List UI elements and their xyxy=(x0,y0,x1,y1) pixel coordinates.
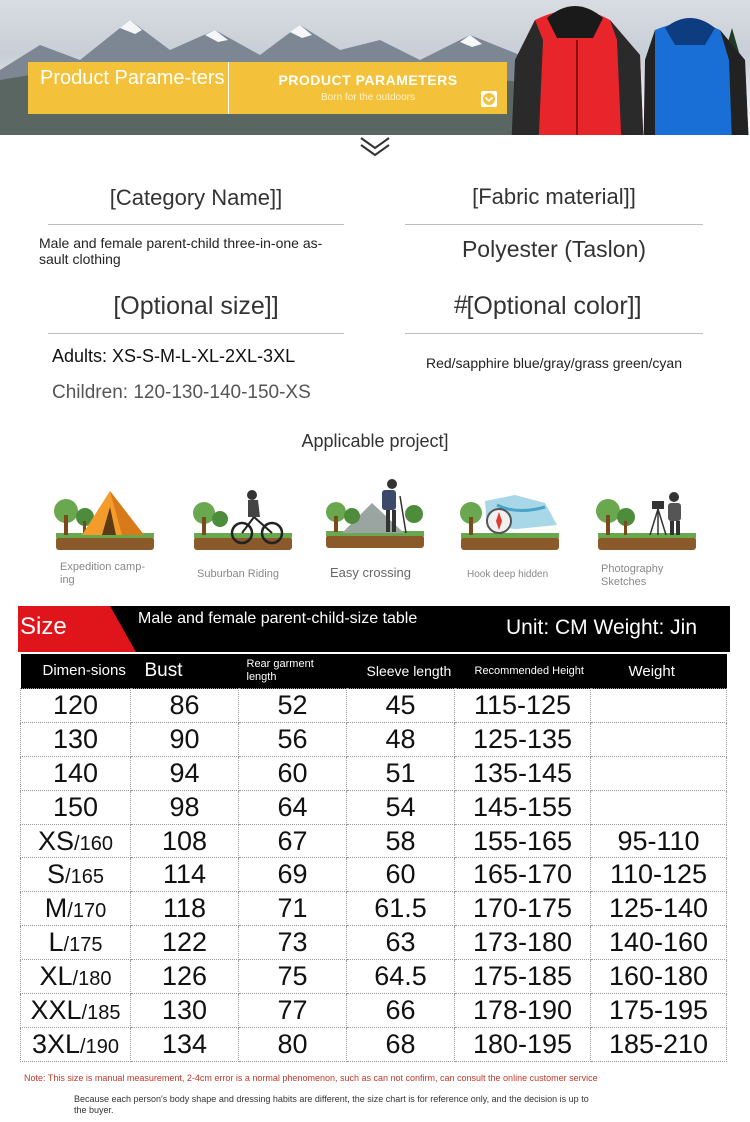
color-label-prefix: # xyxy=(454,291,468,319)
product-parameters-heading: PRODUCT PARAMETERS xyxy=(278,72,458,88)
cell-recommended-height: 115-125 xyxy=(455,689,591,723)
cell-recommended-height: 178-190 xyxy=(455,994,591,1028)
column-header-weight: Weight xyxy=(591,654,727,689)
compass-map-icon xyxy=(457,485,561,555)
table-row xyxy=(21,824,727,858)
color-value: Red/sapphire blue/gray/grass green/cyan xyxy=(425,355,683,371)
cell-weight xyxy=(591,722,727,756)
cell-sleeve-length: 66 xyxy=(347,994,455,1028)
size-table-subtitle: Male and female parent-child-size table xyxy=(138,610,418,627)
cell-recommended-height: 145-155 xyxy=(455,790,591,824)
cell-dimension: XL/180 xyxy=(21,960,131,994)
cell-bust: 114 xyxy=(131,858,239,892)
cell-recommended-height: 165-170 xyxy=(455,858,591,892)
project-label-crossing: Easy crossing xyxy=(330,565,411,580)
cell-weight: 110-125 xyxy=(591,858,727,892)
column-header-recommended-height: Recommended Height xyxy=(455,654,591,689)
product-parameters-title: Product Parame-ters xyxy=(28,62,228,114)
fabric-value: Polyester (Taslon) xyxy=(461,236,647,262)
cell-recommended-height: 180-195 xyxy=(455,1027,591,1061)
project-label-riding: Suburban Riding xyxy=(197,568,279,580)
cell-rear-length: 60 xyxy=(239,756,347,790)
cell-sleeve-length: 68 xyxy=(347,1027,455,1061)
applicable-project-title: Applicable project] xyxy=(301,431,449,451)
cell-recommended-height: 175-185 xyxy=(455,960,591,994)
cell-bust: 86 xyxy=(131,689,239,723)
cell-sleeve-length: 58 xyxy=(347,824,455,858)
column-header-sleeve-length: Sleeve length xyxy=(347,654,455,689)
cell-sleeve-length: 61.5 xyxy=(347,892,455,926)
cell-weight: 175-195 xyxy=(591,994,727,1028)
cell-dimension: 120 xyxy=(21,689,131,723)
cell-recommended-height: 155-165 xyxy=(455,824,591,858)
product-parameters-header xyxy=(228,62,507,114)
cell-dimension: 140 xyxy=(21,756,131,790)
chevron-badge-icon xyxy=(481,91,497,107)
table-row xyxy=(21,756,727,790)
cell-rear-length: 56 xyxy=(239,722,347,756)
cell-bust: 122 xyxy=(131,926,239,960)
cell-bust: 94 xyxy=(131,756,239,790)
cell-rear-length: 52 xyxy=(239,689,347,723)
cell-recommended-height: 170-175 xyxy=(455,892,591,926)
bicycle-icon xyxy=(190,485,294,555)
cell-rear-length: 71 xyxy=(239,892,347,926)
table-row xyxy=(21,689,727,723)
column-header-dimensions: Dimen-sions xyxy=(21,654,131,689)
size-badge: Size xyxy=(20,613,67,640)
cell-bust: 90 xyxy=(131,722,239,756)
cell-dimension: 3XL/190 xyxy=(21,1027,131,1061)
cell-weight: 125-140 xyxy=(591,892,727,926)
project-label-hidden: Hook deep hidden xyxy=(467,569,549,580)
table-row xyxy=(21,722,727,756)
column-header-rear-length: Rear garment length xyxy=(239,654,347,689)
color-label: [Optional color]] xyxy=(466,292,642,320)
cell-weight xyxy=(591,689,727,723)
size-table xyxy=(20,654,727,1062)
cell-sleeve-length: 45 xyxy=(347,689,455,723)
category-label: [Category Name]] xyxy=(109,185,283,210)
size-children: Children: 120-130-140-150-XS xyxy=(52,382,311,403)
cell-recommended-height: 125-135 xyxy=(455,722,591,756)
cell-bust: 134 xyxy=(131,1027,239,1061)
cell-sleeve-length: 48 xyxy=(347,722,455,756)
cell-rear-length: 77 xyxy=(239,994,347,1028)
cell-bust: 118 xyxy=(131,892,239,926)
table-row xyxy=(21,790,727,824)
cell-dimension: XXL/185 xyxy=(21,994,131,1028)
cell-recommended-height: 173-180 xyxy=(455,926,591,960)
table-row xyxy=(21,960,727,994)
table-row xyxy=(21,892,727,926)
size-table-body xyxy=(21,689,727,1062)
size-table-unit: Unit: CM Weight: Jin xyxy=(506,616,697,639)
cell-rear-length: 73 xyxy=(239,926,347,960)
divider xyxy=(48,333,344,334)
cell-bust: 108 xyxy=(131,824,239,858)
jacket-product-image xyxy=(505,0,750,135)
cell-dimension: L/175 xyxy=(21,926,131,960)
divider xyxy=(48,224,344,225)
cell-rear-length: 64 xyxy=(239,790,347,824)
cell-bust: 130 xyxy=(131,994,239,1028)
table-row xyxy=(21,926,727,960)
cell-sleeve-length: 60 xyxy=(347,858,455,892)
cell-dimension: S/165 xyxy=(21,858,131,892)
cell-rear-length: 75 xyxy=(239,960,347,994)
cell-weight xyxy=(591,790,727,824)
cell-rear-length: 80 xyxy=(239,1027,347,1061)
cell-weight: 160-180 xyxy=(591,960,727,994)
cell-sleeve-length: 54 xyxy=(347,790,455,824)
column-header-bust: Bust xyxy=(131,654,239,689)
cell-sleeve-length: 64.5 xyxy=(347,960,455,994)
tent-icon xyxy=(52,485,156,555)
cell-sleeve-length: 63 xyxy=(347,926,455,960)
photographer-icon xyxy=(594,485,698,555)
header-banner xyxy=(0,0,750,135)
measurement-note: Note: This size is manual measurement, 2-4cm error is a normal phenomenon, such as can not confirm, can consult the online customer service xyxy=(24,1073,598,1083)
cell-dimension: XS/160 xyxy=(21,824,131,858)
divider xyxy=(405,333,703,334)
double-chevron-down-icon xyxy=(358,132,392,158)
size-disclaimer: Because each person's body shape and dressing habits are different, the size chart is for reference only, and the decision is up to the buyer. xyxy=(74,1094,589,1115)
table-row xyxy=(21,858,727,892)
size-adults: Adults: XS-S-M-L-XL-2XL-3XL xyxy=(52,346,296,366)
hiker-icon xyxy=(322,478,426,553)
cell-recommended-height: 135-145 xyxy=(455,756,591,790)
cell-weight: 95-110 xyxy=(591,824,727,858)
tagline: Born for the outdoors xyxy=(321,92,415,103)
table-row xyxy=(21,994,727,1028)
table-row xyxy=(21,1027,727,1061)
cell-rear-length: 67 xyxy=(239,824,347,858)
size-label: [Optional size]] xyxy=(113,292,279,320)
project-label-photography: Photography Sketches xyxy=(601,563,664,588)
fabric-label: [Fabric material]] xyxy=(472,184,636,209)
cell-dimension: M/170 xyxy=(21,892,131,926)
divider xyxy=(405,224,703,225)
size-table-head-row xyxy=(21,654,727,689)
cell-bust: 126 xyxy=(131,960,239,994)
cell-dimension: 150 xyxy=(21,790,131,824)
cell-weight: 185-210 xyxy=(591,1027,727,1061)
cell-rear-length: 69 xyxy=(239,858,347,892)
category-value: Male and female parent-child three-in-one as-sault clothing xyxy=(39,235,323,267)
cell-weight xyxy=(591,756,727,790)
cell-sleeve-length: 51 xyxy=(347,756,455,790)
cell-bust: 98 xyxy=(131,790,239,824)
project-label-camping: Expedition camp-ing xyxy=(60,561,145,586)
cell-dimension: 130 xyxy=(21,722,131,756)
cell-weight: 140-160 xyxy=(591,926,727,960)
